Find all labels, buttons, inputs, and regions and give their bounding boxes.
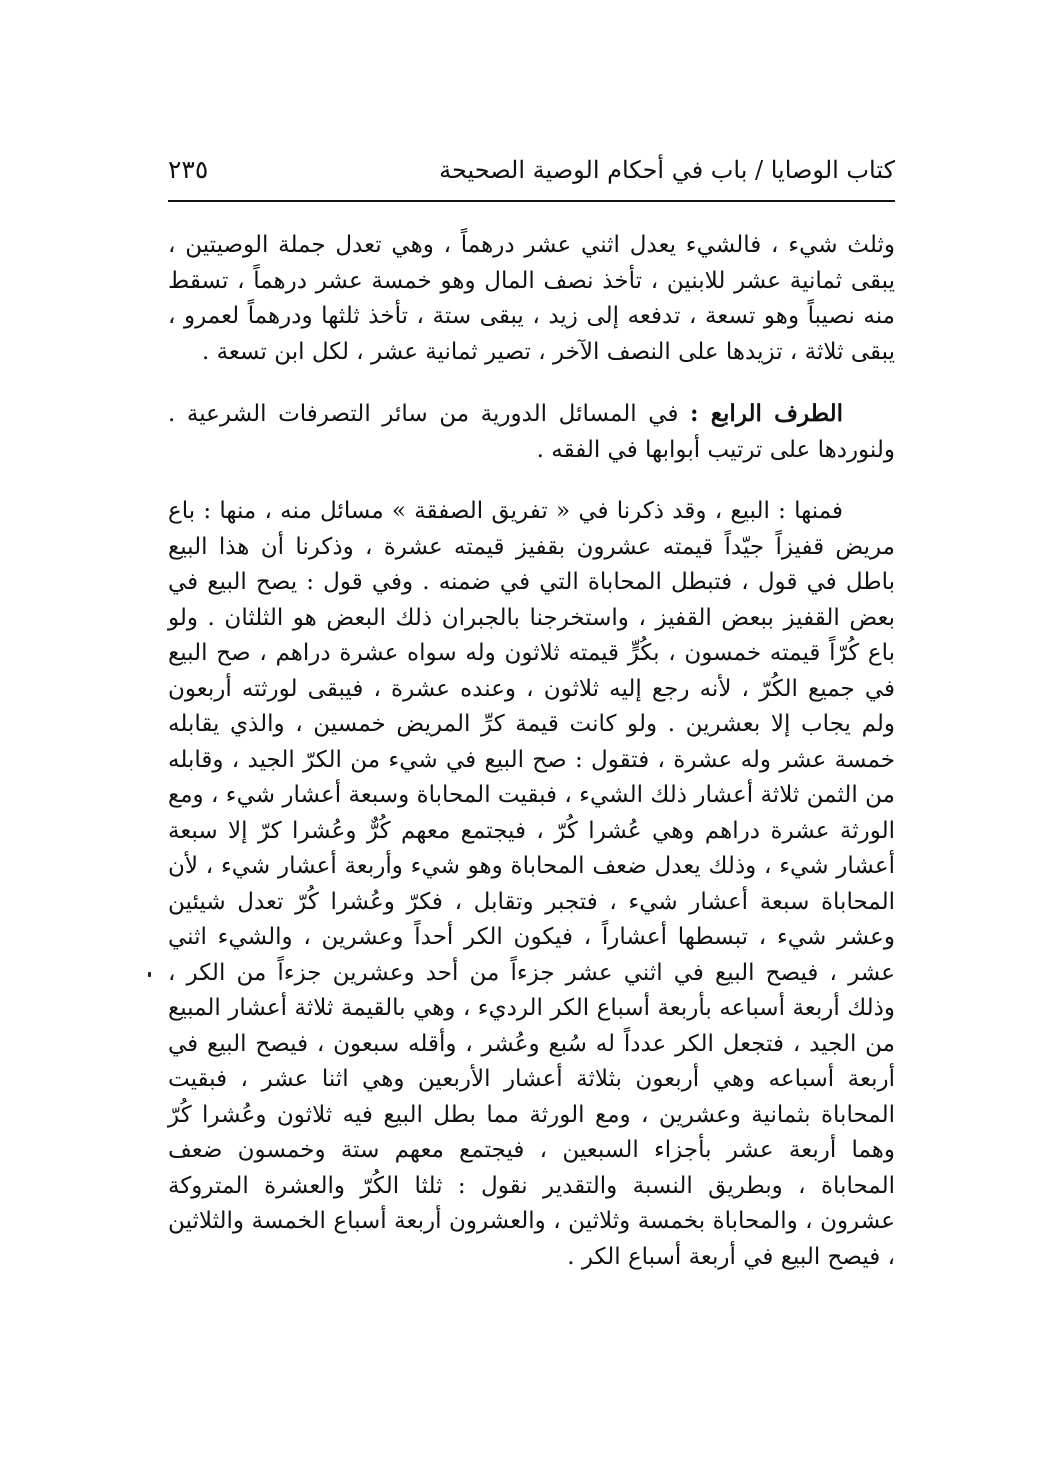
- scan-speck: [148, 972, 151, 977]
- page-number: ٢٣٥: [168, 155, 209, 184]
- body-text: [168, 228, 895, 1275]
- header-rule: [168, 200, 895, 202]
- section-heading: الطرف الرابع :: [690, 400, 843, 427]
- running-header: [168, 152, 895, 192]
- paragraph-sale-example: فمنها : البيع ، وقد ذكرنا في « تفريق الصفقة » مسائل منه ، منها : باع مريض قفيزاً جيّداً قيمته عشرون بقفيز قيمته عشرة ، وذكرنا أن هذا البيع باطل في قول ، فتبطل المحاباة التي في ضمنه . وفي قول : يصح البيع في بعض القفيز ببعض القفيز ، واستخرجنا بالجبران ذلك البعض هو الثلثان . ولو باع كُرّاً قيمته خمسون ، بكُرٍّ قيمته ثلاثون وله سواه عشرة دراهم ، صح البيع في جميع الكُرّ ، لأنه رجع إليه ثلاثون ، وعنده عشرة ، فيبقى لورثته أربعون ولم يجاب إلا بعشرين . ولو كانت قيمة كرِّ المريض خمسين ، والذي يقابله خمسة عشر وله عشرة ، فتقول : صح البيع في شيء من الكرّ الجيد ، وقابله من الثمن ثلاثة أعشار ذلك الشيء ، فبقيت المحاباة وسبعة أعشار شيء ، ومع الورثة عشرة دراهم وهي عُشرا كُرّ ، فيجتمع معهم كُرٌّ وعُشرا كرّ إلا سبعة أعشار شيء ، وذلك يعدل ضعف المحاباة وهو شيء وأربعة أعشار شيء ، لأن المحاباة سبعة أعشار شيء ، فتجبر وتقابل ، فكرّ وعُشرا كُرّ تعدل شيئين وعشر شيء ، تبسطها أعشاراً ، فيكون الكر أحداً وعشرين ، والشيء اثني عشر ، فيصح البيع في اثني عشر جزءاً من أحد وعشرين جزءاً من الكر ، وذلك أربعة أسباعه بأربعة أسباع الكر الرديء ، وهي بالقيمة ثلاثة أعشار المبيع من الجيد ، فتجعل الكر عدداً له سُبع وعُشر ، وأقله سبعون ، فيصح البيع في أربعة أسباعه وهي أربعون بثلاثة أعشار الأربعين وهي اثنا عشر ، فبقيت المحاباة بثمانية وعشرين ، ومع الورثة مما بطل البيع فيه ثلاثون وعُشرا كُرّ وهما أربعة عشر بأجزاء السبعين ، فيجتمع معهم ستة وخمسون ضعف المحاباة ، وبطريق النسبة والتقدير نقول : ثلثا الكُرّ والعشرة المتروكة عشرون ، والمحاباة بخمسة وثلاثين ، والعشرون أربعة أسباع الخمسة والثلاثين ، فيصح البيع في أربعة أسباع الكر .: [168, 498, 895, 1270]
- paragraph-section-four: [168, 396, 895, 468]
- section-intro-text: في المسائل الدورية من سائر التصرفات الشرعية . ولنوردها على ترتيب أبوابها في الفقه .: [168, 401, 895, 463]
- paragraph-continuation: وثلث شيء ، فالشيء يعدل اثني عشر درهماً ، وهي تعدل جملة الوصيتين ، يبقى ثمانية عشر للابنين ، تأخذ نصف المال وهو خمسة عشر درهماً ، تسقط منه نصيباً وهو تسعة ، تدفعه إلى زيد ، يبقى ستة ، تأخذ ثلثها ودرهماً لعمرو ، يبقى ثلاثة ، تزيدها على النصف الآخر ، تصير ثمانية عشر ، لكل ابن تسعة .: [168, 232, 895, 365]
- running-title: كتاب الوصايا / باب في أحكام الوصية الصحيحة: [439, 156, 895, 184]
